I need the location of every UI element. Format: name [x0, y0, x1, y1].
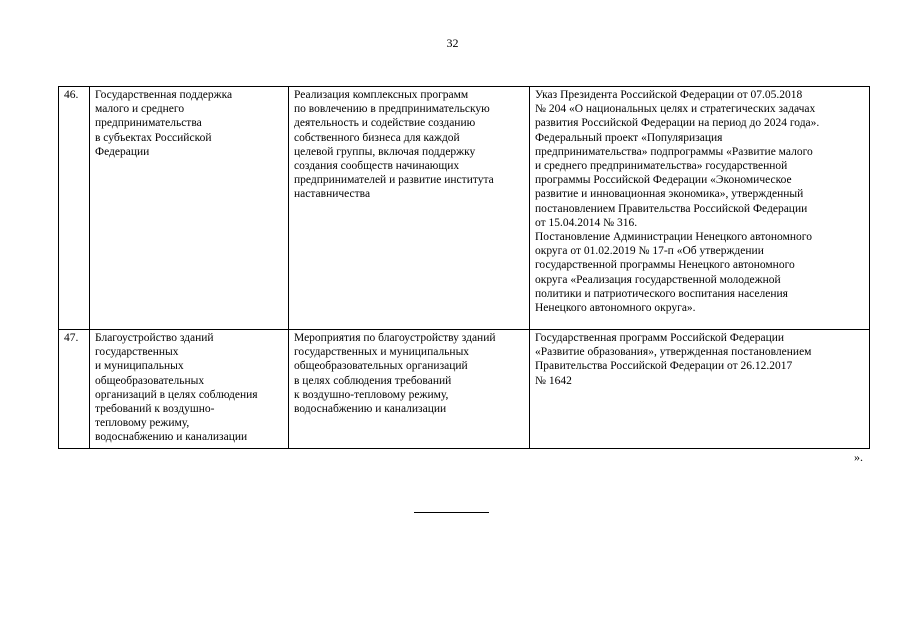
table-row	[59, 87, 870, 330]
measures-cell	[289, 330, 530, 449]
table-row	[59, 330, 870, 449]
closing-quote: ».	[854, 450, 863, 464]
page-number: 32	[446, 36, 459, 50]
area-cell	[90, 330, 289, 449]
documents-cell	[530, 87, 870, 330]
row-number-cell	[59, 87, 90, 330]
program-table	[58, 86, 870, 449]
footer-separator	[414, 512, 489, 513]
measures-text: Реализация комплексных программ по вовлечению в предпринимательскую деятельность и содействие созданию собственного бизнеса для каждой целевой группы, включая поддержку создания сообществ начинающих предпринимателей и развитие института наставничества	[294, 89, 494, 201]
area-text: Благоустройство зданий государственных и муниципальных общеобразовательных организаций в целях соблюдения требований к воздушно- тепловому режиму, водоснабжению и канализации	[95, 332, 258, 444]
documents-text: Государственная программ Российской Федерации «Развитие образования», утвержденная постановлением Правительства Российской Федерации от 26.12.2017 № 1642	[535, 332, 812, 387]
documents-text: Указ Президента Российской Федерации от 07.05.2018 № 204 «О национальных целях и стратегических задачах развития Российской Федерации на период до 2024 года». Федеральный проект «Популяризация предпринимательства» подпрограммы «Развитие малого и среднего предпринимательства» государственной программы Российской Федерации «Экономическое развитие и инновационная экономика», утвержденный постановлением Правительства Российской Федерации от 15.04.2014 № 316. Постановление Администрации Ненецкого автономного округа от 01.02.2019 № 17-п «Об утверждении государственной программы Ненецкого автономного округа «Реализация государственной молодежной политики и патриотического воспитания населения Ненецкого автономного округа».	[535, 89, 820, 315]
measures-text: Мероприятия по благоустройству зданий государственных и муниципальных общеобразовательных организаций в целях соблюдения требований к воздушно-тепловому режиму, водоснабжению и канализации	[294, 332, 496, 416]
row-number-cell	[59, 330, 90, 449]
row-number: 47.	[64, 332, 79, 344]
area-cell	[90, 87, 289, 330]
row-number: 46.	[64, 89, 79, 101]
area-text: Государственная поддержка малого и среднего предпринимательства в субъектах Российской Федерации	[95, 89, 233, 158]
documents-cell	[530, 330, 870, 449]
measures-cell	[289, 87, 530, 330]
